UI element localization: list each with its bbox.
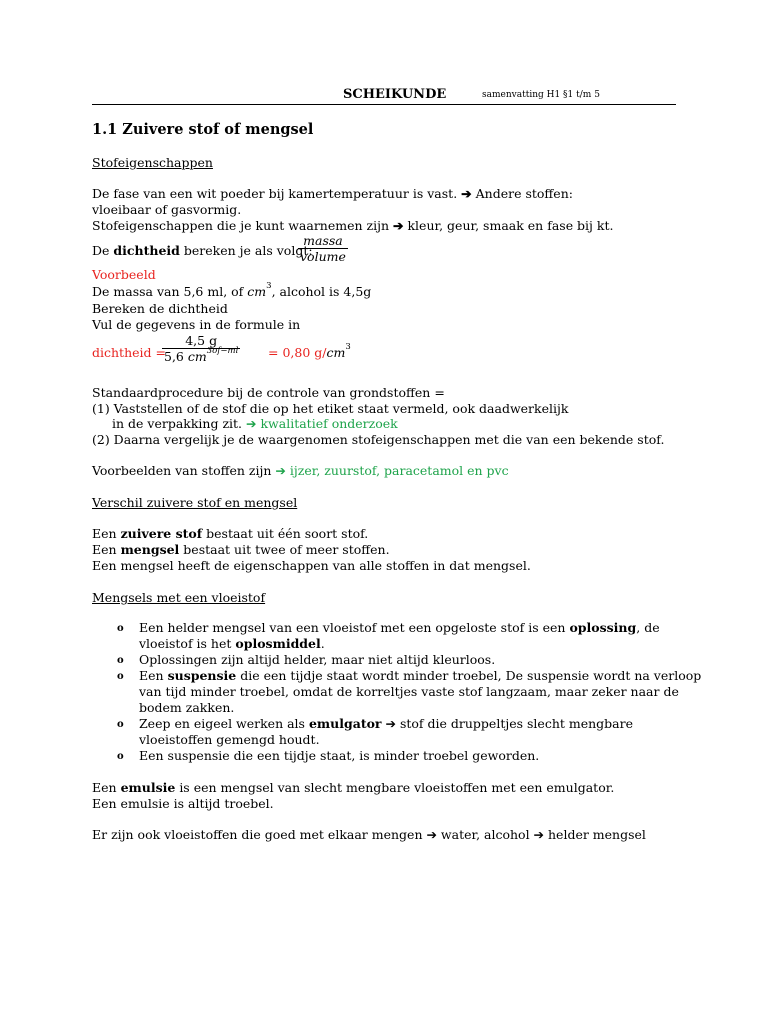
list-item: Zeep en eigeel werken als emulgator ➔ stof die druppeltjes slecht mengbare [139, 716, 633, 731]
list-item: Een helder mengsel van een vloeistof met een opgeloste stof is een oplossing, de [139, 620, 660, 635]
text-line: Voorbeelden van stoffen zijn ➔ ijzer, zuurstof, paracetamol en pvc [92, 463, 509, 478]
heading-stofeigenschappen: Stofeigenschappen [92, 155, 213, 170]
text-line: Vul de gegevens in de formule in [92, 317, 301, 332]
calc-result: = 0,80 $g/cm^3$ [268, 342, 351, 360]
bullet-icon: o [117, 719, 124, 730]
text-line: Stofeigenschappen die je kunt waarnemen zijn ➔ kleur, geur, smaak en fase bij kt. [92, 218, 614, 233]
text-line: Een emulsie is altijd troebel. [92, 796, 274, 811]
page-title: SCHEIKUNDE [343, 87, 447, 102]
bullet-icon: o [117, 751, 124, 762]
bullet-icon: o [117, 655, 124, 666]
section-title: 1.1 Zuivere stof of mengsel [92, 121, 314, 138]
page-subtitle: samenvatting H1 §1 t/m 5 [482, 90, 600, 100]
example-label: Voorbeeld [92, 267, 156, 282]
header-divider [92, 104, 676, 105]
text-line: (2) Daarna vergelijk je de waargenomen stofeigenschappen met die van een bekende stof. [92, 432, 665, 447]
arrow-icon: ➔ [393, 218, 404, 233]
text-line: Standaardprocedure bij de controle van grondstoffen = [92, 385, 445, 400]
bullet-icon: o [117, 671, 124, 682]
text-line: in de verpakking zit. ➔ kwalitatief onderzoek [112, 416, 398, 431]
list-item-cont: vloeistoffen gemengd houdt. [139, 732, 320, 747]
heading-verschil: Verschil zuivere stof en mengsel [92, 495, 298, 510]
text-line: Bereken de dichtheid [92, 301, 228, 316]
text-line: vloeibaar of gasvormig. [92, 202, 242, 217]
text-line: De massa van 5,6 ml, of $cm^3$, alcohol is 4,5g [92, 281, 372, 299]
heading-mengsels: Mengsels met een vloeistof [92, 590, 266, 605]
list-item: Een suspensie die een tijdje staat, is minder troebel geworden. [139, 748, 540, 763]
density-fraction: massa volume [300, 233, 346, 264]
list-item-cont: van tijd minder troebel, omdat de korreltjes vaste stof langzaam, maar zeker naar de [139, 684, 679, 699]
text-line: Een emulsie is een mengsel van slecht mengbare vloeistoffen met een emulgator. [92, 780, 615, 795]
text-line: Een mengsel bestaat uit twee of meer stoffen. [92, 542, 390, 557]
list-item-cont: bodem zakken. [139, 700, 235, 715]
text-line: De fase van een wit poeder bij kamertemperatuur is vast. ➔ Andere stoffen: [92, 186, 573, 201]
calc-fraction: 4,5 g 5,6 $cm^{3of-ml}$ [164, 333, 239, 364]
text-line: Er zijn ook vloeistoffen die goed met elkaar mengen ➔ water, alcohol ➔ helder mengsel [92, 827, 646, 842]
text-line: De dichtheid bereken je als volgt: [92, 243, 313, 258]
text-line: Een zuivere stof bestaat uit één soort stof. [92, 526, 369, 541]
list-item-cont: vloeistof is het oplosmiddel. [139, 636, 325, 651]
list-item: Een suspensie die een tijdje staat wordt minder troebel, De suspensie wordt na verloop [139, 668, 702, 683]
text-line: Een mengsel heeft de eigenschappen van alle stoffen in dat mengsel. [92, 558, 531, 573]
bullet-icon: o [117, 623, 124, 634]
text-line: (1) Vaststellen of de stof die op het etiket staat vermeld, ook daadwerkelijk [92, 401, 569, 416]
arrow-icon: ➔ [461, 186, 472, 201]
calc-label: dichtheid = [92, 345, 166, 360]
list-item: Oplossingen zijn altijd helder, maar niet altijd kleurloos. [139, 652, 496, 667]
